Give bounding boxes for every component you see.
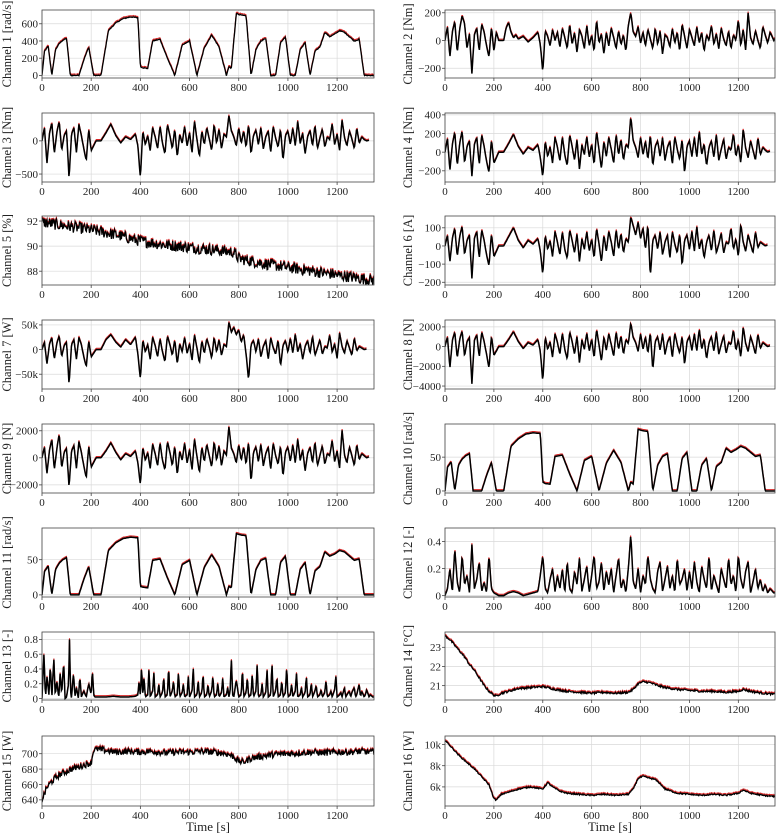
- y-tick-label: 88: [27, 266, 38, 278]
- channel-9-subplot: [0, 423, 374, 509]
- x-tick-label: 1200: [727, 289, 750, 301]
- x-tick-label: 1000: [678, 810, 701, 822]
- y-tick-label: 0: [435, 146, 441, 159]
- y-axis-label: Channel 9 [N]: [0, 422, 14, 495]
- channel-11-subplot: [0, 516, 374, 613]
- y-tick-label: 10k: [424, 739, 441, 752]
- channel-15-subplot: [0, 731, 374, 822]
- x-tick-label: 400: [132, 601, 149, 613]
- channel-2-subplot: [401, 3, 775, 94]
- x-tick-label: 1200: [326, 186, 349, 198]
- y-axis-label: Channel 7 [W]: [0, 317, 14, 392]
- y-axis-label: Channel 4 [Nm]: [401, 106, 415, 189]
- x-tick-label: 400: [534, 289, 552, 301]
- y-tick-label: 0: [435, 240, 441, 253]
- y-tick-label: 0: [435, 35, 441, 48]
- channel-16-subplot: [401, 731, 775, 822]
- grid: [445, 113, 775, 182]
- x-tick-label: 600: [181, 289, 198, 301]
- x-tick-label: 600: [181, 810, 198, 822]
- x-tick-label: 1200: [727, 601, 750, 613]
- y-tick-label: 200: [424, 7, 441, 20]
- x-tick-label: 0: [39, 186, 45, 198]
- x-tick-label: 0: [442, 497, 448, 509]
- y-tick-label: −100: [418, 258, 441, 271]
- x-tick-label: 800: [632, 704, 649, 716]
- y-tick-label: −200: [418, 165, 441, 178]
- x-tick-label: 200: [82, 186, 100, 198]
- y-tick-label: 0: [32, 693, 38, 706]
- x-tick-label: 800: [230, 497, 247, 509]
- x-tick-label: 400: [534, 810, 552, 822]
- x-tick-label: 200: [485, 82, 503, 94]
- y-tick-label: 0: [435, 341, 441, 354]
- x-tick-label: 200: [82, 289, 100, 301]
- x-tick-label: 800: [632, 601, 649, 613]
- x-tick-label: 600: [583, 289, 600, 301]
- y-tick-label: 2000: [419, 321, 441, 334]
- x-tick-label: 1000: [276, 186, 299, 198]
- y-axis-label: Channel 2 [Nm]: [401, 3, 415, 85]
- y-tick-label: 8k: [430, 760, 441, 773]
- channel-12-subplot: [401, 526, 775, 613]
- x-tick-label: 800: [230, 289, 247, 301]
- x-tick-label: 200: [485, 289, 503, 301]
- y-axis-label: Channel 13 [-]: [0, 629, 14, 703]
- x-tick-label: 1200: [326, 497, 349, 509]
- x-tick-label: 1200: [727, 497, 750, 509]
- x-tick-label: 1000: [678, 497, 701, 509]
- x-tick-label: 1000: [678, 393, 701, 405]
- x-tick-label: 800: [632, 497, 649, 509]
- x-tick-label: 600: [181, 601, 198, 613]
- x-tick-label: 800: [230, 810, 247, 822]
- y-tick-label: −4000: [412, 380, 441, 393]
- y-tick-label: 0: [32, 135, 38, 148]
- x-tick-label: 1000: [276, 601, 299, 613]
- y-tick-label: 100: [424, 222, 441, 235]
- x-tick-label: 600: [583, 393, 600, 405]
- y-tick-label: 50k: [21, 319, 38, 332]
- reference-trace: [445, 740, 775, 799]
- y-tick-label: 0.2: [427, 563, 441, 576]
- channel-3-subplot: [0, 107, 374, 198]
- x-tick-label: 1200: [727, 82, 750, 94]
- x-tick-label: 1200: [326, 393, 349, 405]
- x-tick-label: 200: [82, 393, 100, 405]
- x-tick-label: 400: [132, 186, 149, 198]
- channel-1-subplot: [0, 1, 374, 94]
- x-tick-label: 0: [39, 82, 45, 94]
- x-tick-label: 200: [82, 810, 100, 822]
- x-tick-label: 200: [82, 601, 100, 613]
- x-tick-label: 600: [181, 393, 198, 405]
- y-tick-label: −2000: [9, 479, 38, 492]
- y-tick-label: −2000: [412, 361, 441, 374]
- y-tick-label: 0.4: [427, 536, 441, 549]
- channel-5-subplot: [0, 214, 374, 301]
- x-tick-label: 1000: [276, 704, 299, 716]
- x-tick-label: 0: [442, 186, 448, 198]
- x-tick-label: 1200: [326, 704, 349, 716]
- channel-7-subplot: [0, 317, 374, 405]
- signal-trace: [42, 534, 374, 595]
- y-axis-label: Channel 15 [W]: [0, 730, 14, 812]
- channel-13-subplot: [0, 630, 374, 716]
- x-tick-label: 0: [442, 601, 448, 613]
- x-tick-label: 400: [132, 810, 149, 822]
- y-tick-label: 90: [27, 240, 38, 253]
- x-tick-label: 800: [632, 82, 649, 94]
- y-tick-label: 0.8: [24, 634, 38, 647]
- signal-trace: [42, 13, 374, 75]
- x-tick-label: 600: [181, 704, 198, 716]
- grid: [42, 736, 374, 806]
- signal-trace: [42, 323, 367, 383]
- x-tick-label: 1200: [326, 810, 349, 822]
- x-tick-label: 600: [583, 810, 600, 822]
- x-tick-label: 400: [132, 393, 149, 405]
- x-tick-label: 1000: [276, 289, 299, 301]
- x-tick-label: 800: [230, 393, 247, 405]
- x-tick-label: 200: [82, 82, 100, 94]
- x-tick-label: 600: [181, 186, 198, 198]
- y-axis-label: Channel 1 [rad/s]: [0, 0, 14, 88]
- x-tick-label: 1000: [678, 186, 701, 198]
- x-tick-label: 400: [132, 704, 149, 716]
- channel-8-subplot: [401, 319, 775, 405]
- x-tick-label: 1200: [326, 82, 349, 94]
- y-tick-label: 50: [430, 451, 441, 464]
- x-tick-label: 200: [82, 704, 100, 716]
- x-tick-label: 800: [230, 704, 247, 716]
- y-tick-label: 92: [27, 215, 38, 228]
- x-tick-label: 1000: [276, 393, 299, 405]
- x-tick-label: 800: [632, 186, 649, 198]
- x-tick-label: 0: [39, 810, 45, 822]
- x-tick-label: 800: [632, 289, 649, 301]
- x-axis-label: Time [s]: [588, 819, 632, 834]
- y-tick-label: 660: [21, 779, 38, 792]
- x-tick-label: 200: [485, 810, 503, 822]
- y-tick-label: 6k: [430, 781, 441, 794]
- y-tick-label: 640: [21, 794, 38, 807]
- x-tick-label: 0: [442, 82, 448, 94]
- x-tick-label: 600: [583, 704, 600, 716]
- x-tick-label: 200: [485, 704, 503, 716]
- x-tick-label: 0: [39, 393, 45, 405]
- x-tick-label: 400: [534, 393, 552, 405]
- x-tick-label: 1000: [276, 497, 299, 509]
- channel-14-subplot: [401, 625, 775, 716]
- y-tick-label: −50k: [15, 369, 38, 382]
- x-tick-label: 600: [583, 82, 600, 94]
- y-tick-label: 0: [435, 590, 441, 603]
- x-tick-label: 400: [132, 289, 149, 301]
- channel-10-subplot: [401, 412, 775, 509]
- y-axis-label: Channel 16 [W]: [401, 730, 415, 812]
- y-tick-label: 0.6: [24, 648, 38, 661]
- grid: [445, 632, 775, 700]
- signal-trace: [445, 636, 775, 696]
- y-axis-label: Channel 3 [Nm]: [0, 106, 14, 189]
- x-tick-label: 600: [583, 601, 600, 613]
- y-tick-label: 680: [21, 763, 38, 776]
- channel-4-subplot: [401, 107, 775, 198]
- signal-trace: [445, 429, 775, 491]
- x-tick-label: 0: [39, 497, 45, 509]
- y-tick-label: 0.2: [24, 678, 38, 691]
- x-axis-label: Time [s]: [186, 819, 230, 834]
- y-axis-label: Channel 8 [N]: [401, 318, 415, 391]
- x-tick-label: 400: [132, 497, 149, 509]
- x-tick-label: 1200: [326, 601, 349, 613]
- y-tick-label: −200: [418, 63, 441, 76]
- signal-trace: [42, 747, 374, 803]
- y-tick-label: 23: [430, 642, 441, 655]
- x-tick-label: 800: [230, 186, 247, 198]
- signal-trace: [445, 741, 775, 800]
- x-tick-label: 0: [442, 810, 448, 822]
- y-tick-label: −200: [418, 277, 441, 290]
- x-tick-label: 1000: [678, 704, 701, 716]
- x-tick-label: 1000: [678, 601, 701, 613]
- y-axis-label: Channel 12 [-]: [401, 526, 415, 599]
- axes-frame: [445, 216, 775, 285]
- signal-trace: [445, 13, 775, 74]
- y-tick-label: 0: [32, 589, 38, 602]
- signal-trace: [445, 537, 775, 596]
- x-tick-label: 1000: [276, 82, 299, 94]
- axes-frame: [445, 632, 775, 700]
- y-axis-label: Channel 11 [rad/s]: [0, 516, 14, 609]
- x-tick-label: 600: [181, 82, 198, 94]
- y-tick-label: 50: [27, 554, 38, 567]
- x-tick-label: 1200: [727, 810, 750, 822]
- y-tick-label: 0: [32, 70, 38, 83]
- x-tick-label: 600: [583, 497, 600, 509]
- y-tick-label: 600: [21, 18, 38, 31]
- x-tick-label: 1200: [727, 704, 750, 716]
- x-tick-label: 1200: [326, 289, 349, 301]
- y-tick-label: 0: [32, 452, 38, 465]
- x-tick-label: 1200: [727, 393, 750, 405]
- y-tick-label: 700: [21, 748, 38, 761]
- y-axis-label: Channel 6 [A]: [401, 214, 415, 287]
- x-tick-label: 600: [583, 186, 600, 198]
- y-tick-label: 200: [424, 128, 441, 141]
- y-tick-label: 22: [430, 661, 441, 674]
- x-tick-label: 400: [534, 601, 552, 613]
- y-tick-label: 0.4: [24, 663, 38, 676]
- x-tick-label: 0: [442, 704, 448, 716]
- x-tick-label: 200: [485, 497, 503, 509]
- y-tick-label: 0: [32, 344, 38, 357]
- y-tick-label: 400: [424, 109, 441, 122]
- y-axis-label: Channel 10 [rad/s]: [401, 411, 415, 506]
- y-tick-label: 200: [21, 53, 38, 66]
- y-tick-label: 21: [430, 680, 441, 693]
- y-tick-label: 2000: [16, 425, 38, 438]
- x-tick-label: 1000: [276, 810, 299, 822]
- x-tick-label: 800: [230, 82, 247, 94]
- axes-frame: [42, 736, 374, 806]
- y-axis-label: Channel 14 [°C]: [401, 624, 415, 708]
- x-tick-label: 400: [534, 704, 552, 716]
- x-tick-label: 0: [39, 704, 45, 716]
- x-tick-label: 200: [82, 497, 100, 509]
- x-tick-label: 0: [442, 393, 448, 405]
- channel-6-subplot: [401, 215, 775, 301]
- x-tick-label: 400: [132, 82, 149, 94]
- y-axis-label: Channel 5 [%]: [0, 214, 14, 287]
- x-tick-label: 400: [534, 82, 552, 94]
- x-tick-label: 0: [39, 601, 45, 613]
- x-tick-label: 400: [534, 186, 552, 198]
- y-tick-label: 400: [21, 35, 38, 48]
- x-tick-label: 1000: [678, 82, 701, 94]
- x-tick-label: 1000: [678, 289, 701, 301]
- x-tick-label: 800: [632, 393, 649, 405]
- x-tick-label: 800: [632, 810, 649, 822]
- grid: [445, 216, 775, 285]
- x-tick-label: 200: [485, 601, 503, 613]
- axes-frame: [445, 113, 775, 182]
- x-tick-label: 0: [442, 289, 448, 301]
- y-tick-label: −500: [15, 168, 38, 181]
- x-tick-label: 200: [485, 393, 503, 405]
- signal-trace: [42, 219, 374, 285]
- x-tick-label: 800: [230, 601, 247, 613]
- x-tick-label: 400: [534, 497, 552, 509]
- x-tick-label: 0: [39, 289, 45, 301]
- x-tick-label: 1200: [727, 186, 750, 198]
- x-tick-label: 200: [485, 186, 503, 198]
- y-tick-label: 0: [435, 485, 441, 498]
- x-tick-label: 600: [181, 497, 198, 509]
